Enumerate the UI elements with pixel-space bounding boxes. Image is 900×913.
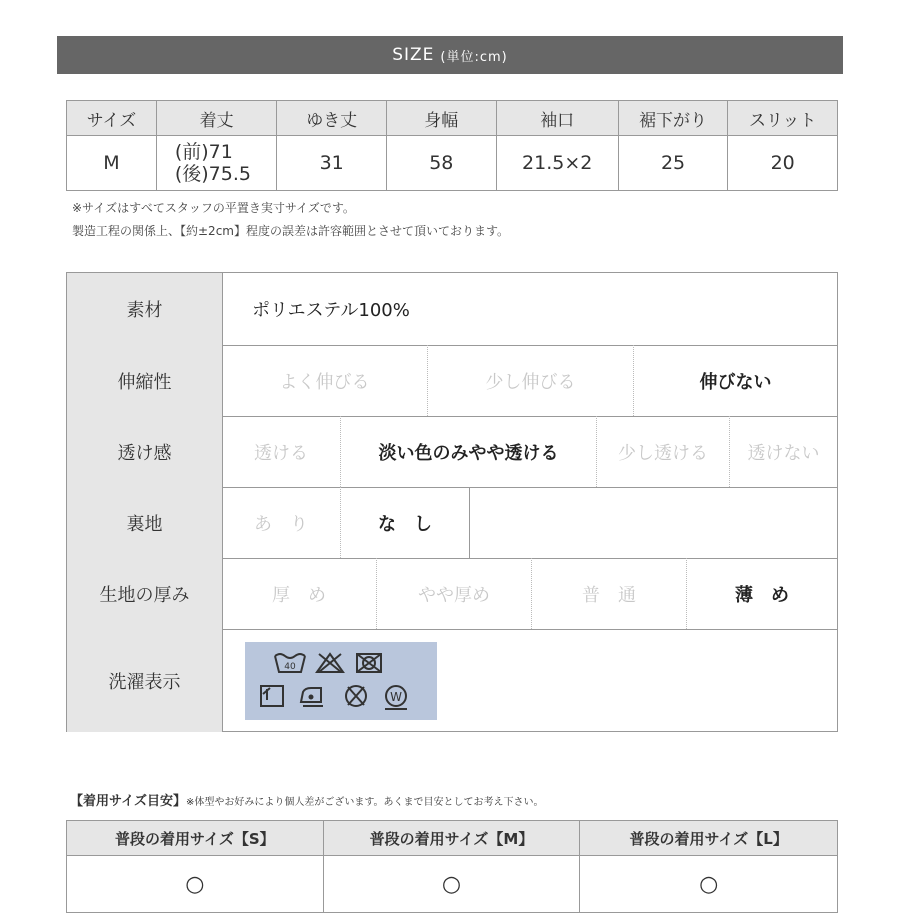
- stretch-option-none: 伸びない: [699, 371, 772, 393]
- lining-row: [67, 487, 837, 559]
- length-back: (後)75.5: [174, 163, 251, 185]
- material-label: 素材: [67, 273, 223, 345]
- size-table: [66, 100, 838, 191]
- fit-guide-title: [70, 790, 544, 809]
- fit-header-m: 普段の着用サイズ【M】: [323, 821, 580, 856]
- lining-option-no: な し: [341, 487, 470, 558]
- size-value-cell: M: [67, 136, 157, 191]
- length-value-cell: [156, 136, 277, 191]
- size-header-cell: サイズ: [67, 101, 157, 136]
- lining-label: 裏地: [67, 487, 223, 558]
- cuff-header-cell: 袖口: [496, 101, 618, 136]
- stretch-row: [67, 345, 837, 417]
- sheer-row: [67, 416, 837, 488]
- sheer-label: 透け感: [67, 416, 223, 487]
- no-bleach-icon: [317, 654, 343, 672]
- thickness-option-thick: 厚 め: [222, 558, 377, 629]
- svg-text:40: 40: [284, 662, 296, 672]
- wash-40-icon: [275, 654, 305, 672]
- thickness-option-thin: 薄 め: [735, 584, 789, 606]
- drip-dry-icon: [261, 686, 283, 706]
- fit-guide-note: ※体型やお好みにより個人差がございます。あくまで目安としてお考え下さい。: [185, 797, 544, 808]
- width-header-cell: 身幅: [387, 101, 497, 136]
- thickness-option-normal: 普 通: [532, 558, 687, 629]
- lining-blank: [470, 487, 837, 558]
- fit-guide-table: [66, 820, 838, 913]
- svg-text:W: W: [390, 690, 402, 704]
- care-symbols-icon: [245, 642, 437, 720]
- sheer-option-light: 淡い色のみやや透ける: [341, 416, 597, 487]
- no-tumble-dry-icon: [357, 654, 381, 672]
- material-value: ポリエステル100%: [252, 300, 410, 321]
- length-header-cell: 着丈: [156, 101, 277, 136]
- material-row: [67, 273, 837, 346]
- hem-header-cell: 裾下がり: [618, 101, 728, 136]
- wet-clean-icon: [385, 686, 407, 709]
- care-row: [67, 629, 837, 732]
- fit-mark-s: ○: [67, 856, 324, 913]
- fit-mark-l: ○: [580, 856, 838, 913]
- material-table: [66, 272, 838, 732]
- fit-header-s: 普段の着用サイズ【S】: [67, 821, 324, 856]
- header-unit: (単位:cm): [440, 49, 508, 65]
- iron-low-icon: [301, 688, 323, 706]
- no-dry-clean-icon: [346, 686, 366, 706]
- sheer-option-sheer: 透ける: [222, 416, 341, 487]
- fit-mark-m: ○: [323, 856, 580, 913]
- width-value-cell: 58: [387, 136, 497, 191]
- thickness-option-slightly-thick: やや厚め: [377, 558, 532, 629]
- hem-value-cell: 25: [618, 136, 728, 191]
- fit-guide-heading: 【着用サイズ目安】: [70, 794, 186, 809]
- size-header: [57, 36, 843, 74]
- size-note-1: ※サイズはすべてスタッフの平置き実寸サイズです。: [72, 201, 355, 215]
- stretch-label: 伸縮性: [67, 345, 223, 416]
- thickness-row: [67, 558, 837, 630]
- sleeve-header-cell: ゆき丈: [277, 101, 387, 136]
- cuff-value-cell: 21.5×2: [496, 136, 618, 191]
- sheer-option-slight: 少し透ける: [597, 416, 730, 487]
- lining-option-yes: あ り: [222, 487, 341, 558]
- length-front: (前)71: [174, 141, 233, 163]
- stretch-option-some: 少し伸びる: [428, 345, 634, 416]
- slit-value-cell: 20: [728, 136, 838, 191]
- stretch-option-high: よく伸びる: [222, 345, 428, 416]
- care-label: 洗濯表示: [67, 629, 223, 732]
- sleeve-value-cell: 31: [277, 136, 387, 191]
- slit-header-cell: スリット: [728, 101, 838, 136]
- sheer-option-none: 透けない: [747, 442, 820, 464]
- size-note-2: 製造工程の関係上、【約±2cm】程度の誤差は許容範囲とさせて頂いております。: [72, 224, 510, 238]
- fit-header-l: 普段の着用サイズ【L】: [580, 821, 838, 856]
- thickness-label: 生地の厚み: [67, 558, 223, 629]
- header-title: SIZE: [392, 45, 435, 65]
